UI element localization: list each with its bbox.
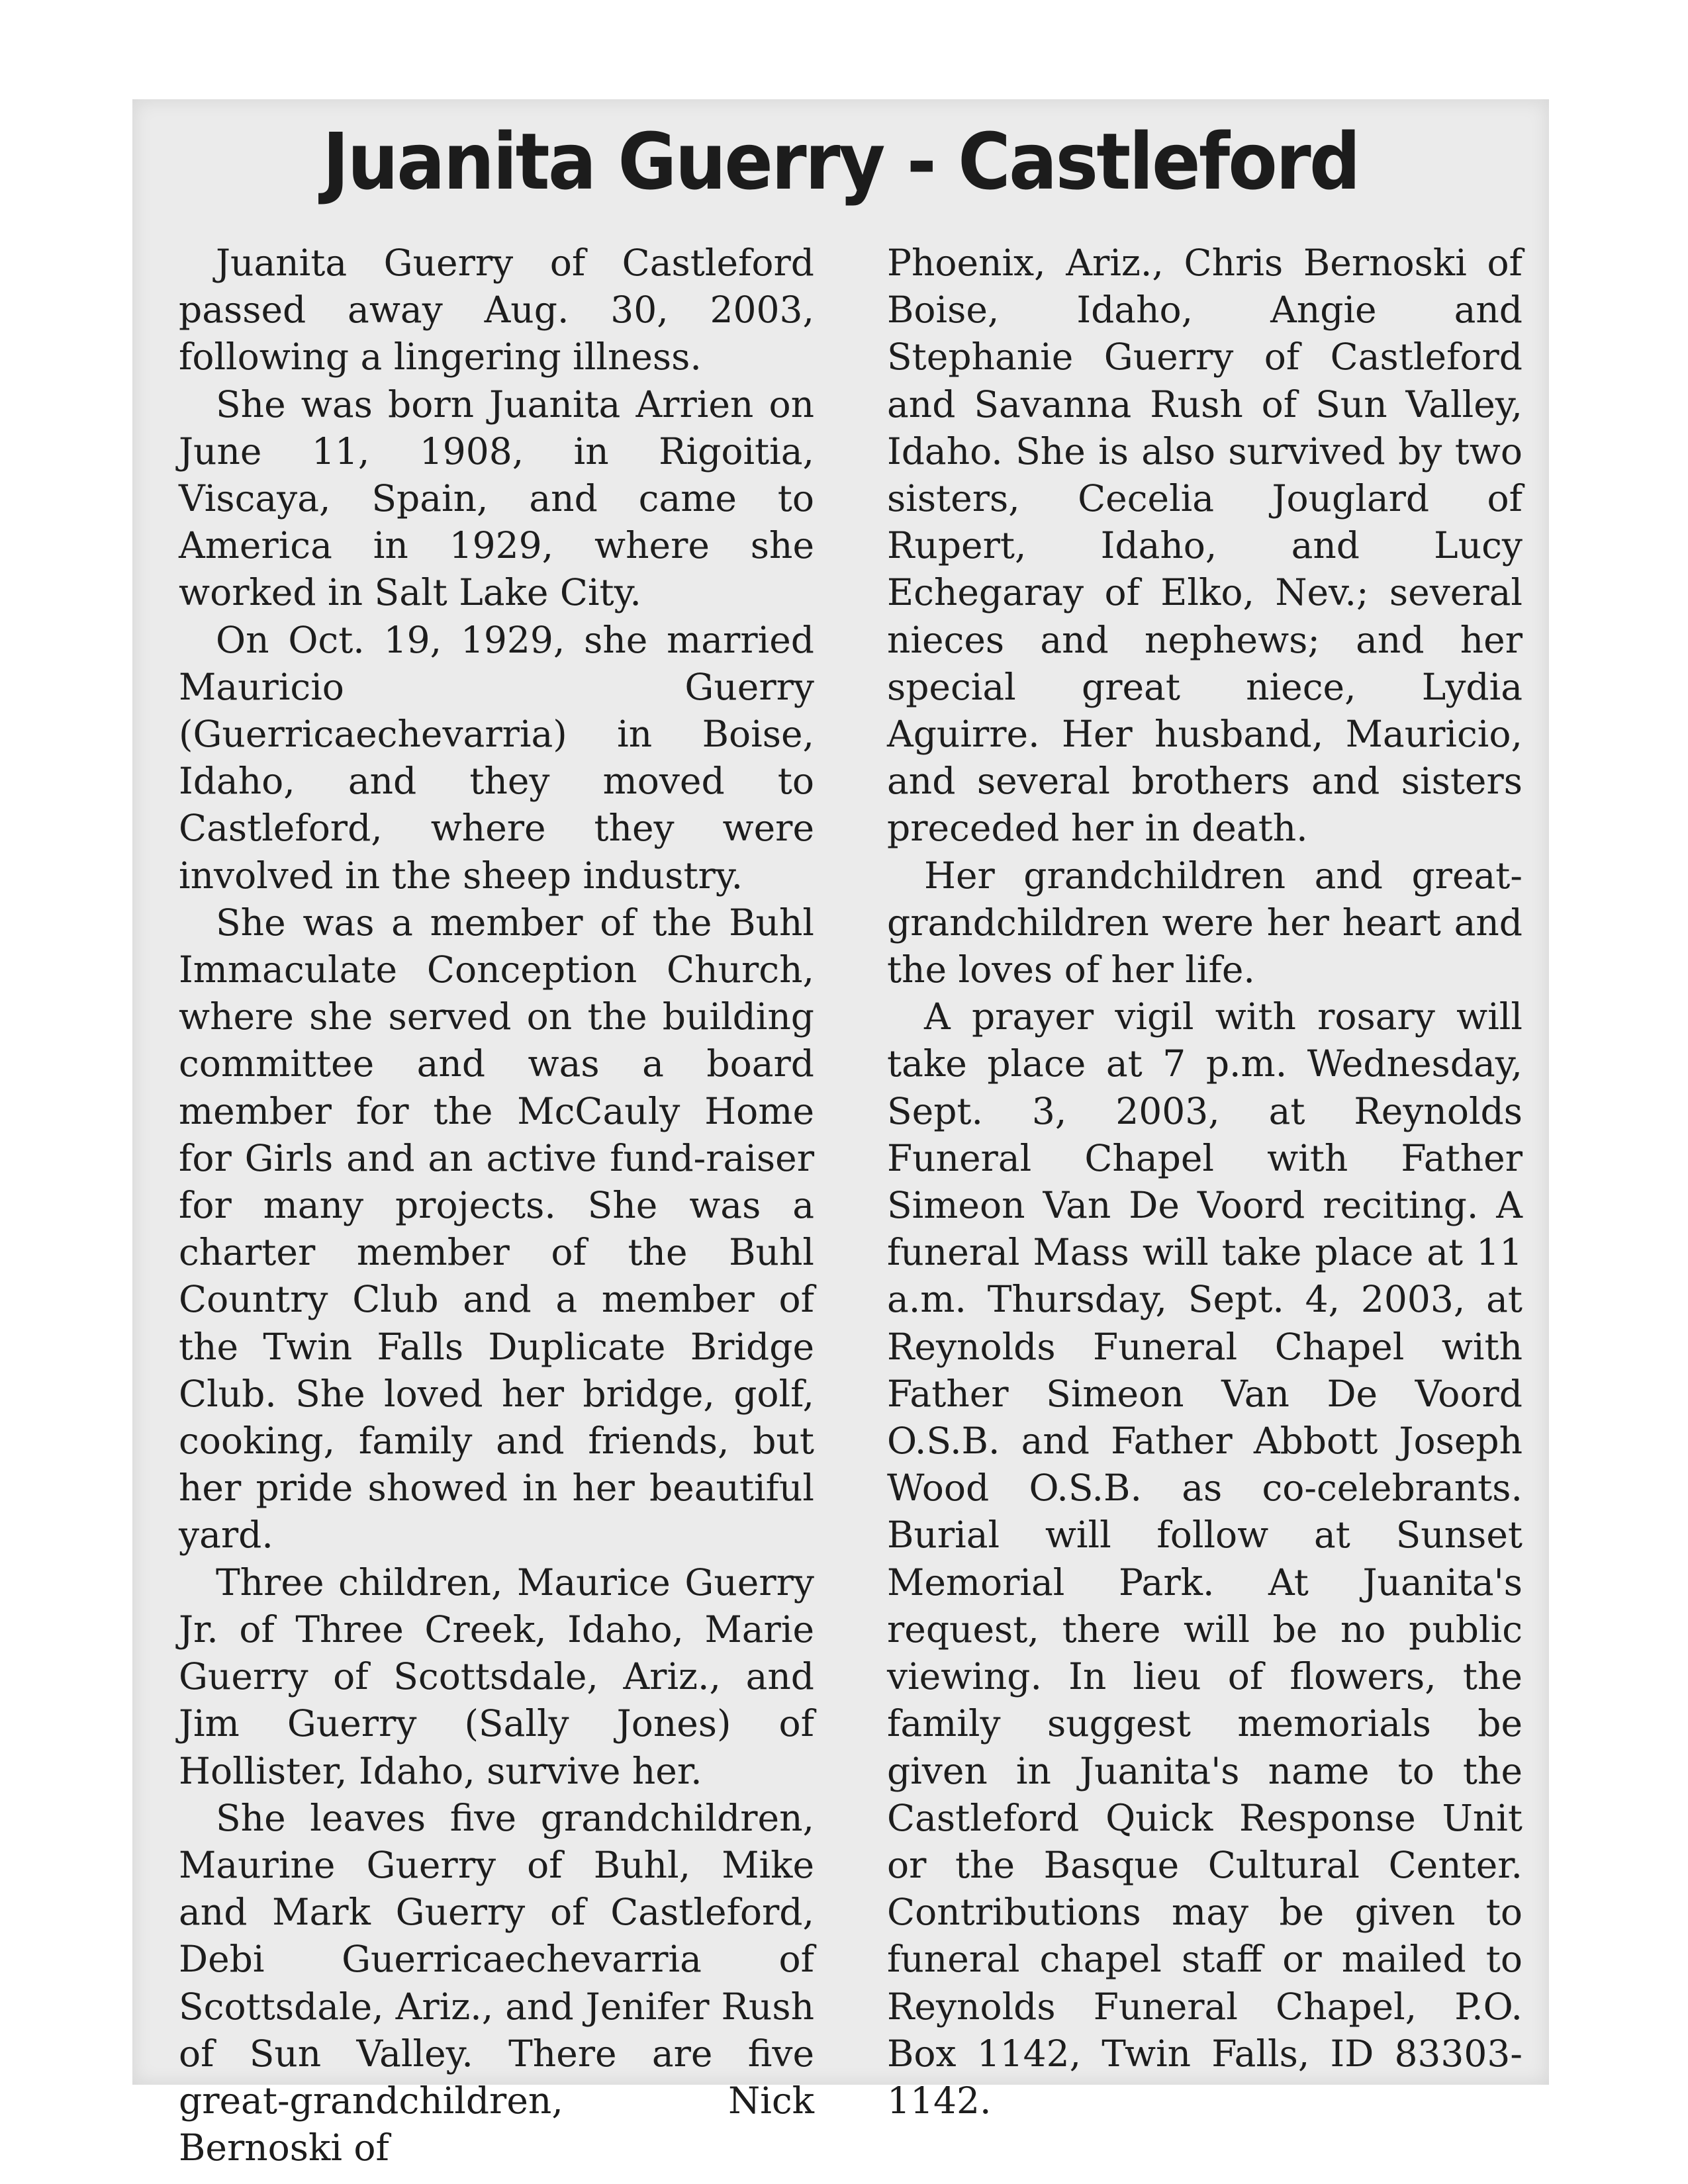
- paragraph-loves: Her grandchildren and great-grandchildren were her heart and the loves of her life.: [887, 854, 1523, 991]
- paragraph-death-notice: Juanita Guerry of Castleford passed away Aug. 30, 2003, following a lingering illness.: [179, 242, 814, 379]
- paragraph-marriage: On Oct. 19, 1929, she married Mauricio Guerry (Guerricaechevarria) in Boise, Idaho, and they moved to Castleford, where they were involved in the sheep industry.: [179, 618, 814, 897]
- right-column: [887, 240, 1523, 2124]
- paragraph-memberships: She was a member of the Buhl Immaculate Conception Church, where she served on the building committee and was a board member for the McCauly Home for Girls and an active fund-raiser for many projects. She was a charter member of the Buhl Country Club and a member of the Twin Falls Duplicate Bridge Club. She loved her bridge, golf, cooking, family and friends, but her pride showed in her beautiful yard.: [179, 901, 814, 1557]
- paragraph-children: Three children, Maurice Guerry Jr. of Three Creek, Idaho, Marie Guerry of Scottsdale, Ariz., and Jim Guerry (Sally Jones) of Hollister, Idaho, survive her.: [179, 1561, 814, 1792]
- paragraph-birth: She was born Juanita Arrien on June 11, 1908, in Rigoitia, Viscaya, Spain, and came to America in 1929, where she worked in Salt Lake City.: [179, 383, 814, 614]
- left-column: [179, 240, 814, 2171]
- paragraph-grandchildren: She leaves five grandchildren, Maurine Guerry of Buhl, Mike and Mark Guerry of Castleford, Debi Guerricaechevarria of Scottsdale, Ariz., and Jenifer Rush of Sun Valley. There are five great-grandchildren, Nick Bernoski of: [179, 1796, 814, 2169]
- newspaper-clipping: [132, 99, 1549, 2169]
- paragraph-services: A prayer vigil with rosary will take place at 7 p.m. Wednesday, Sept. 3, 2003, at Reynolds Funeral Chapel with Father Simeon Van De Voord reciting. A funeral Mass will take place at 11 a.m. Thursday, Sept. 4, 2003, at Reynolds Funeral Chapel with Father Simeon Van De Voord O.S.B. and Father Abbott Joseph Wood O.S.B. as co-celebrants. Burial will follow at Sunset Memorial Park. At Juanita's request, there will be no public viewing. In lieu of flowers, the family suggest memorials be given in Juanita's name to the Castleford Quick Response Unit or the Basque Cultural Center. Contributions may be given to funeral chapel staff or mailed to Reynolds Funeral Chapel, P.O. Box 1142, Twin Falls, ID 83303-1142.: [887, 995, 1523, 2122]
- paragraph-survivors-continued: Phoenix, Ariz., Chris Bernoski of Boise, Idaho, Angie and Stephanie Guerry of Castleford and Savanna Rush of Sun Valley, Idaho. She is also survived by two sisters, Cecelia Jouglard of Rupert, Idaho, and Lucy Echegaray of Elko, Nev.; several nieces and nephews; and her special great niece, Lydia Aguirre. Her husband, Mauricio, and several brothers and sisters preceded her in death.: [887, 242, 1523, 850]
- obituary-headline: Juanita Guerry - Castleford: [322, 116, 1359, 207]
